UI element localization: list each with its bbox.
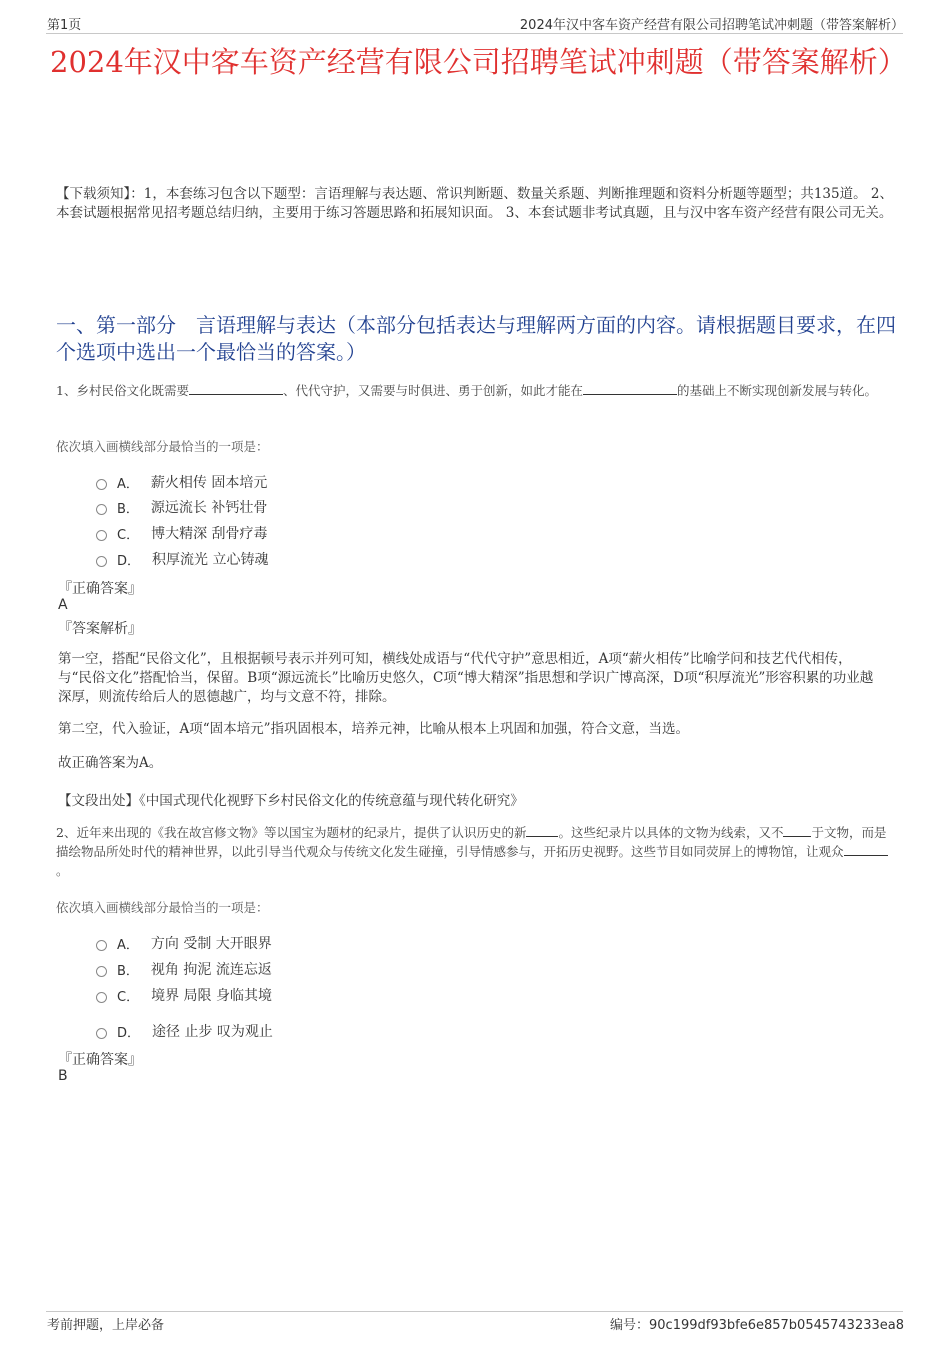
question-2-stem [56, 823, 898, 880]
radio-icon[interactable] [96, 992, 107, 1003]
analysis-label: 『答案解析』 [58, 621, 142, 637]
fill-blank [526, 825, 558, 837]
q1-option-c[interactable] [96, 523, 268, 543]
radio-icon[interactable] [96, 940, 107, 951]
question-1-stem [56, 381, 898, 400]
option-text: 源远流长 补钙壮骨 [150, 500, 268, 516]
analysis-paragraph: 第二空，代入验证，A项“固本培元”指巩固根本，培养元神，比喻从根本上巩固和加强，符合文意，当选。 [58, 721, 690, 737]
option-letter: D． [117, 1025, 141, 1041]
option-letter: A． [117, 476, 139, 492]
question-2-instruction: 依次填入画横线部分最恰当的一项是： [56, 900, 269, 915]
answer-label: 『正确答案』 [58, 581, 142, 597]
option-letter: C． [117, 989, 140, 1005]
q1-text-part: 1、乡村民俗文化既需要 [56, 383, 189, 398]
document-code [610, 1314, 904, 1333]
header-divider [46, 33, 903, 34]
option-text: 积厚流光 立心铸魂 [152, 552, 269, 568]
option-text: 方向 受制 大开眼界 [150, 936, 272, 952]
passage-source: 【文段出处】《中国式现代化视野下乡村民俗文化的传统意蕴与现代转化研究》 [58, 793, 524, 809]
q2-text-part: 。这些纪录片以具体的文物为线索，又不 [558, 825, 784, 840]
radio-icon[interactable] [96, 556, 107, 567]
radio-icon[interactable] [96, 1028, 107, 1039]
radio-icon[interactable] [96, 479, 107, 490]
fill-blank [783, 825, 811, 837]
answer-value: A [58, 597, 68, 613]
q2-text-part: 2、近年来出现的《我在故宫修文物》等以国宝为题材的纪录片，提供了认识历史的新 [56, 825, 527, 840]
fill-blank [189, 383, 283, 395]
document-title: 2024年汉中客车资产经营有限公司招聘笔试冲刺题（带答案解析） [50, 45, 907, 79]
radio-icon[interactable] [96, 504, 107, 515]
question-1-instruction: 依次填入画横线部分最恰当的一项是： [56, 439, 269, 454]
option-letter: D． [117, 553, 141, 569]
answer-label: 『正确答案』 [58, 1052, 142, 1068]
code-label: 编号： [610, 1318, 650, 1333]
option-text: 途径 止步 叹为观止 [152, 1024, 273, 1040]
q2-option-b[interactable] [96, 959, 272, 979]
radio-icon[interactable] [96, 966, 107, 977]
option-letter: B． [117, 963, 139, 979]
download-notice: 【下载须知】：1，本套练习包含以下题型：言语理解与表达题、常识判断题、数量关系题、判断推理题和资料分析题等题型；共135道。 2、本套试题根据常见招考题总结归纳，主要用于练习答题思路和拓展知识面。 3、本套试题非考试真题，且与汉中客车资产经营有限公司无关。 [56, 186, 893, 221]
running-title: 2024年汉中客车资产经营有限公司招聘笔试冲刺题（带答案解析） [519, 18, 904, 33]
fill-blank [844, 844, 888, 856]
answer-value: B [58, 1068, 68, 1084]
q1-option-a[interactable] [96, 472, 267, 492]
q2-text-part: 于文物，而是描绘物品所处时代的精神世界，以此引导当代观众与传统文化发生碰撞，引导情感参与，开拓历史视野。这些节目如同荧屏上的博物馆，让观众 [56, 825, 887, 859]
q1-option-b[interactable] [96, 497, 267, 517]
page-number: 第1页 [47, 18, 82, 33]
code-value: 90c199df93bfe6e857b0545743233ea8 [649, 1318, 904, 1333]
q2-option-d[interactable] [96, 1021, 273, 1041]
analysis-conclusion: 故正确答案为A。 [58, 755, 163, 771]
option-text: 境界 局限 身临其境 [151, 988, 272, 1004]
option-letter: B． [117, 501, 139, 517]
footer-divider [46, 1311, 903, 1312]
q1-text-part: 、代代守护，又需要与时俱进、勇于创新，如此才能在 [282, 383, 583, 398]
radio-icon[interactable] [96, 530, 107, 541]
q1-option-d[interactable] [96, 549, 268, 569]
section-title: 一、第一部分 言语理解与表达（本部分包括表达与理解两方面的内容。请根据题目要求，在四个选项中选出一个最恰当的答案。） [56, 313, 896, 364]
option-text: 薪火相传 固本培元 [150, 475, 268, 491]
option-letter: A． [117, 937, 139, 953]
q2-option-c[interactable] [96, 985, 272, 1005]
q2-text-part: 。 [56, 863, 69, 878]
footer-slogan: 考前押题，上岸必备 [47, 1318, 165, 1333]
q2-option-a[interactable] [96, 933, 272, 953]
analysis-paragraph: 第一空，搭配“民俗文化”，且根据顿号表示并列可知，横线处成语与“代代守护”意思相近，A项“薪火相传”比喻学问和技艺代代相传，与“民俗文化”搭配恰当，保留。B项“源远流长”比喻历史悠久，C项“博大精深”指思想和学识广博高深，D项“积厚流光”形容积累的功业越深厚，则流传给后人的恩德越广，均与文意不符，排除。 [58, 651, 874, 705]
q1-text-part: 的基础上不断实现创新发展与转化。 [676, 383, 877, 398]
option-text: 博大精深 刮骨疗毒 [151, 526, 268, 542]
option-letter: C． [117, 527, 140, 543]
option-text: 视角 拘泥 流连忘返 [150, 962, 272, 978]
fill-blank [583, 383, 677, 395]
